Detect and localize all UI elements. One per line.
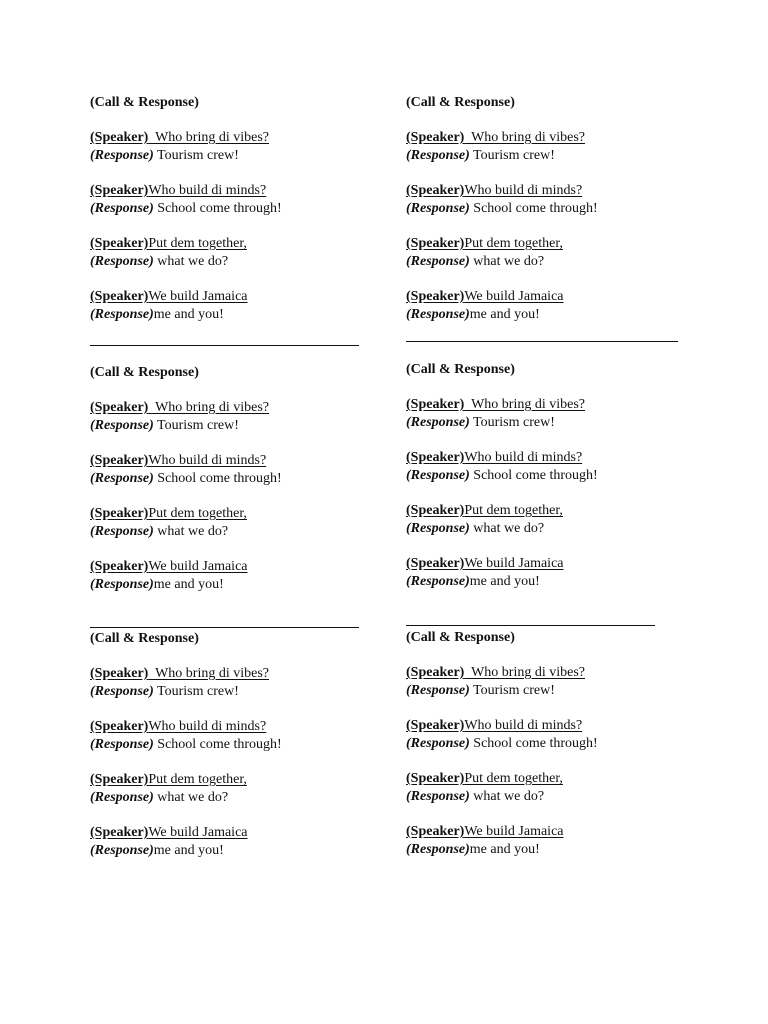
speaker-tag: (Speaker) <box>90 506 149 521</box>
response-answer: what we do? <box>153 790 229 805</box>
separator-rule <box>406 625 655 626</box>
speaker-line <box>90 665 390 683</box>
response-tag: (Response) <box>90 418 154 433</box>
speaker-line <box>406 182 706 200</box>
speaker-tag: (Speaker) <box>90 825 149 840</box>
call-response-pair <box>90 824 390 860</box>
call-response-pair <box>406 288 706 324</box>
response-line <box>90 253 390 271</box>
response-answer: Tourism crew! <box>153 148 239 163</box>
speaker-line <box>90 182 390 200</box>
call-response-pair <box>406 502 706 538</box>
speaker-line <box>90 452 390 470</box>
speaker-tag: (Speaker) <box>406 503 465 518</box>
response-answer: Tourism crew! <box>469 148 555 163</box>
response-answer: me and you! <box>153 843 224 858</box>
call-response-pair <box>406 717 706 753</box>
block-heading: (Call & Response) <box>90 365 199 380</box>
call-response-block <box>406 94 706 324</box>
response-tag: (Response) <box>406 468 470 483</box>
speaker-line <box>90 505 390 523</box>
response-answer: what we do? <box>153 254 229 269</box>
response-tag: (Response) <box>90 790 154 805</box>
speaker-line <box>406 664 706 682</box>
speaker-tag: (Speaker) <box>90 400 149 415</box>
call-response-pair <box>90 452 390 488</box>
call-response-pair <box>90 129 390 165</box>
response-tag: (Response) <box>406 574 470 589</box>
speaker-call: Put dem together, <box>464 771 563 786</box>
response-answer: what we do? <box>469 254 545 269</box>
speaker-line <box>90 824 390 842</box>
response-line <box>406 682 706 700</box>
call-response-pair <box>406 555 706 591</box>
speaker-tag: (Speaker) <box>90 183 149 198</box>
call-response-pair <box>406 770 706 806</box>
response-answer: me and you! <box>469 574 540 589</box>
call-response-pair <box>406 664 706 700</box>
response-line <box>90 470 390 488</box>
call-response-pair <box>90 771 390 807</box>
speaker-tag: (Speaker) <box>90 719 149 734</box>
call-response-pair <box>406 823 706 859</box>
separator-rule <box>406 341 678 342</box>
block-heading: (Call & Response) <box>90 95 199 110</box>
speaker-tag: (Speaker) <box>90 130 149 145</box>
speaker-tag: (Speaker) <box>90 666 149 681</box>
response-line <box>90 147 390 165</box>
call-response-pair <box>90 288 390 324</box>
response-answer: School come through! <box>469 201 598 216</box>
response-tag: (Response) <box>406 415 470 430</box>
response-tag: (Response) <box>90 254 154 269</box>
block-heading: (Call & Response) <box>406 630 515 645</box>
speaker-tag: (Speaker) <box>406 824 465 839</box>
speaker-tag: (Speaker) <box>406 183 465 198</box>
speaker-call: Who build di minds? <box>464 183 583 198</box>
speaker-call: We build Jamaica <box>464 824 564 839</box>
speaker-call: Put dem together, <box>464 236 563 251</box>
response-tag: (Response) <box>90 148 154 163</box>
response-line <box>90 200 390 218</box>
call-response-block <box>90 630 390 860</box>
response-tag: (Response) <box>90 577 154 592</box>
speaker-call: We build Jamaica <box>464 289 564 304</box>
speaker-call: Who bring di vibes? <box>148 130 269 145</box>
response-tag: (Response) <box>406 307 470 322</box>
call-response-block <box>90 364 390 594</box>
speaker-line <box>406 396 706 414</box>
speaker-call: Who build di minds? <box>148 183 267 198</box>
speaker-line <box>406 555 706 573</box>
speaker-tag: (Speaker) <box>406 450 465 465</box>
response-answer: me and you! <box>469 842 540 857</box>
speaker-line <box>90 399 390 417</box>
response-line <box>90 417 390 435</box>
speaker-tag: (Speaker) <box>406 130 465 145</box>
response-tag: (Response) <box>90 737 154 752</box>
speaker-tag: (Speaker) <box>90 453 149 468</box>
response-line <box>90 306 390 324</box>
response-tag: (Response) <box>406 683 470 698</box>
call-response-pair <box>406 182 706 218</box>
response-answer: Tourism crew! <box>153 418 239 433</box>
call-response-pair <box>406 396 706 432</box>
response-tag: (Response) <box>90 684 154 699</box>
response-tag: (Response) <box>406 842 470 857</box>
speaker-call: Put dem together, <box>148 236 247 251</box>
response-line <box>90 842 390 860</box>
response-answer: me and you! <box>153 307 224 322</box>
speaker-line <box>90 718 390 736</box>
speaker-call: We build Jamaica <box>464 556 564 571</box>
response-answer: School come through! <box>469 468 598 483</box>
call-response-pair <box>406 235 706 271</box>
speaker-line <box>406 449 706 467</box>
response-line <box>90 683 390 701</box>
block-heading: (Call & Response) <box>406 362 515 377</box>
response-tag: (Response) <box>406 789 470 804</box>
response-answer: School come through! <box>469 736 598 751</box>
call-response-pair <box>90 399 390 435</box>
response-tag: (Response) <box>90 307 154 322</box>
speaker-line <box>406 235 706 253</box>
speaker-call: Who build di minds? <box>464 718 583 733</box>
response-answer: me and you! <box>469 307 540 322</box>
call-response-pair <box>90 558 390 594</box>
speaker-line <box>406 770 706 788</box>
speaker-tag: (Speaker) <box>406 397 465 412</box>
separator-rule <box>90 345 359 346</box>
response-tag: (Response) <box>406 201 470 216</box>
response-answer: what we do? <box>469 521 545 536</box>
speaker-call: Who bring di vibes? <box>464 130 585 145</box>
response-line <box>406 200 706 218</box>
response-tag: (Response) <box>406 521 470 536</box>
speaker-tag: (Speaker) <box>406 289 465 304</box>
speaker-line <box>90 288 390 306</box>
call-response-pair <box>90 505 390 541</box>
speaker-call: Who bring di vibes? <box>148 666 269 681</box>
response-tag: (Response) <box>90 843 154 858</box>
call-response-pair <box>90 182 390 218</box>
speaker-line <box>90 771 390 789</box>
speaker-tag: (Speaker) <box>406 665 465 680</box>
response-answer: me and you! <box>153 577 224 592</box>
speaker-line <box>406 502 706 520</box>
call-response-block <box>406 361 706 591</box>
response-answer: Tourism crew! <box>469 415 555 430</box>
response-line <box>406 253 706 271</box>
response-line <box>90 576 390 594</box>
speaker-line <box>90 558 390 576</box>
speaker-tag: (Speaker) <box>406 718 465 733</box>
block-heading: (Call & Response) <box>90 631 199 646</box>
response-line <box>90 736 390 754</box>
response-tag: (Response) <box>406 736 470 751</box>
speaker-line <box>90 129 390 147</box>
speaker-line <box>406 823 706 841</box>
response-line <box>406 841 706 859</box>
response-tag: (Response) <box>406 148 470 163</box>
response-line <box>406 735 706 753</box>
response-line <box>406 467 706 485</box>
speaker-tag: (Speaker) <box>90 289 149 304</box>
call-response-pair <box>406 129 706 165</box>
speaker-tag: (Speaker) <box>406 771 465 786</box>
speaker-call: Put dem together, <box>464 503 563 518</box>
response-answer: Tourism crew! <box>469 683 555 698</box>
block-heading: (Call & Response) <box>406 95 515 110</box>
speaker-call: Who build di minds? <box>464 450 583 465</box>
response-line <box>406 306 706 324</box>
speaker-call: Who build di minds? <box>148 719 267 734</box>
response-line <box>406 414 706 432</box>
speaker-tag: (Speaker) <box>406 556 465 571</box>
response-line <box>406 573 706 591</box>
speaker-call: Put dem together, <box>148 506 247 521</box>
call-response-pair <box>90 718 390 754</box>
response-answer: Tourism crew! <box>153 684 239 699</box>
separator-rule <box>90 627 359 628</box>
speaker-tag: (Speaker) <box>90 236 149 251</box>
speaker-call: Who bring di vibes? <box>464 397 585 412</box>
speaker-tag: (Speaker) <box>90 772 149 787</box>
speaker-call: Who bring di vibes? <box>148 400 269 415</box>
response-answer: what we do? <box>469 789 545 804</box>
speaker-call: Who build di minds? <box>148 453 267 468</box>
response-line <box>90 523 390 541</box>
speaker-tag: (Speaker) <box>90 559 149 574</box>
speaker-call: Who bring di vibes? <box>464 665 585 680</box>
response-tag: (Response) <box>90 471 154 486</box>
call-response-pair <box>90 665 390 701</box>
speaker-line <box>406 288 706 306</box>
speaker-call: We build Jamaica <box>148 289 248 304</box>
response-line <box>406 788 706 806</box>
call-response-block <box>406 629 706 859</box>
speaker-line <box>406 129 706 147</box>
call-response-pair <box>406 449 706 485</box>
response-tag: (Response) <box>90 201 154 216</box>
response-tag: (Response) <box>90 524 154 539</box>
speaker-line <box>406 717 706 735</box>
response-line <box>406 520 706 538</box>
response-line <box>90 789 390 807</box>
call-response-block <box>90 94 390 324</box>
speaker-line <box>90 235 390 253</box>
speaker-tag: (Speaker) <box>406 236 465 251</box>
response-answer: School come through! <box>153 737 282 752</box>
response-tag: (Response) <box>406 254 470 269</box>
response-answer: School come through! <box>153 201 282 216</box>
response-answer: what we do? <box>153 524 229 539</box>
speaker-call: We build Jamaica <box>148 559 248 574</box>
response-answer: School come through! <box>153 471 282 486</box>
call-response-pair <box>90 235 390 271</box>
response-line <box>406 147 706 165</box>
speaker-call: We build Jamaica <box>148 825 248 840</box>
speaker-call: Put dem together, <box>148 772 247 787</box>
